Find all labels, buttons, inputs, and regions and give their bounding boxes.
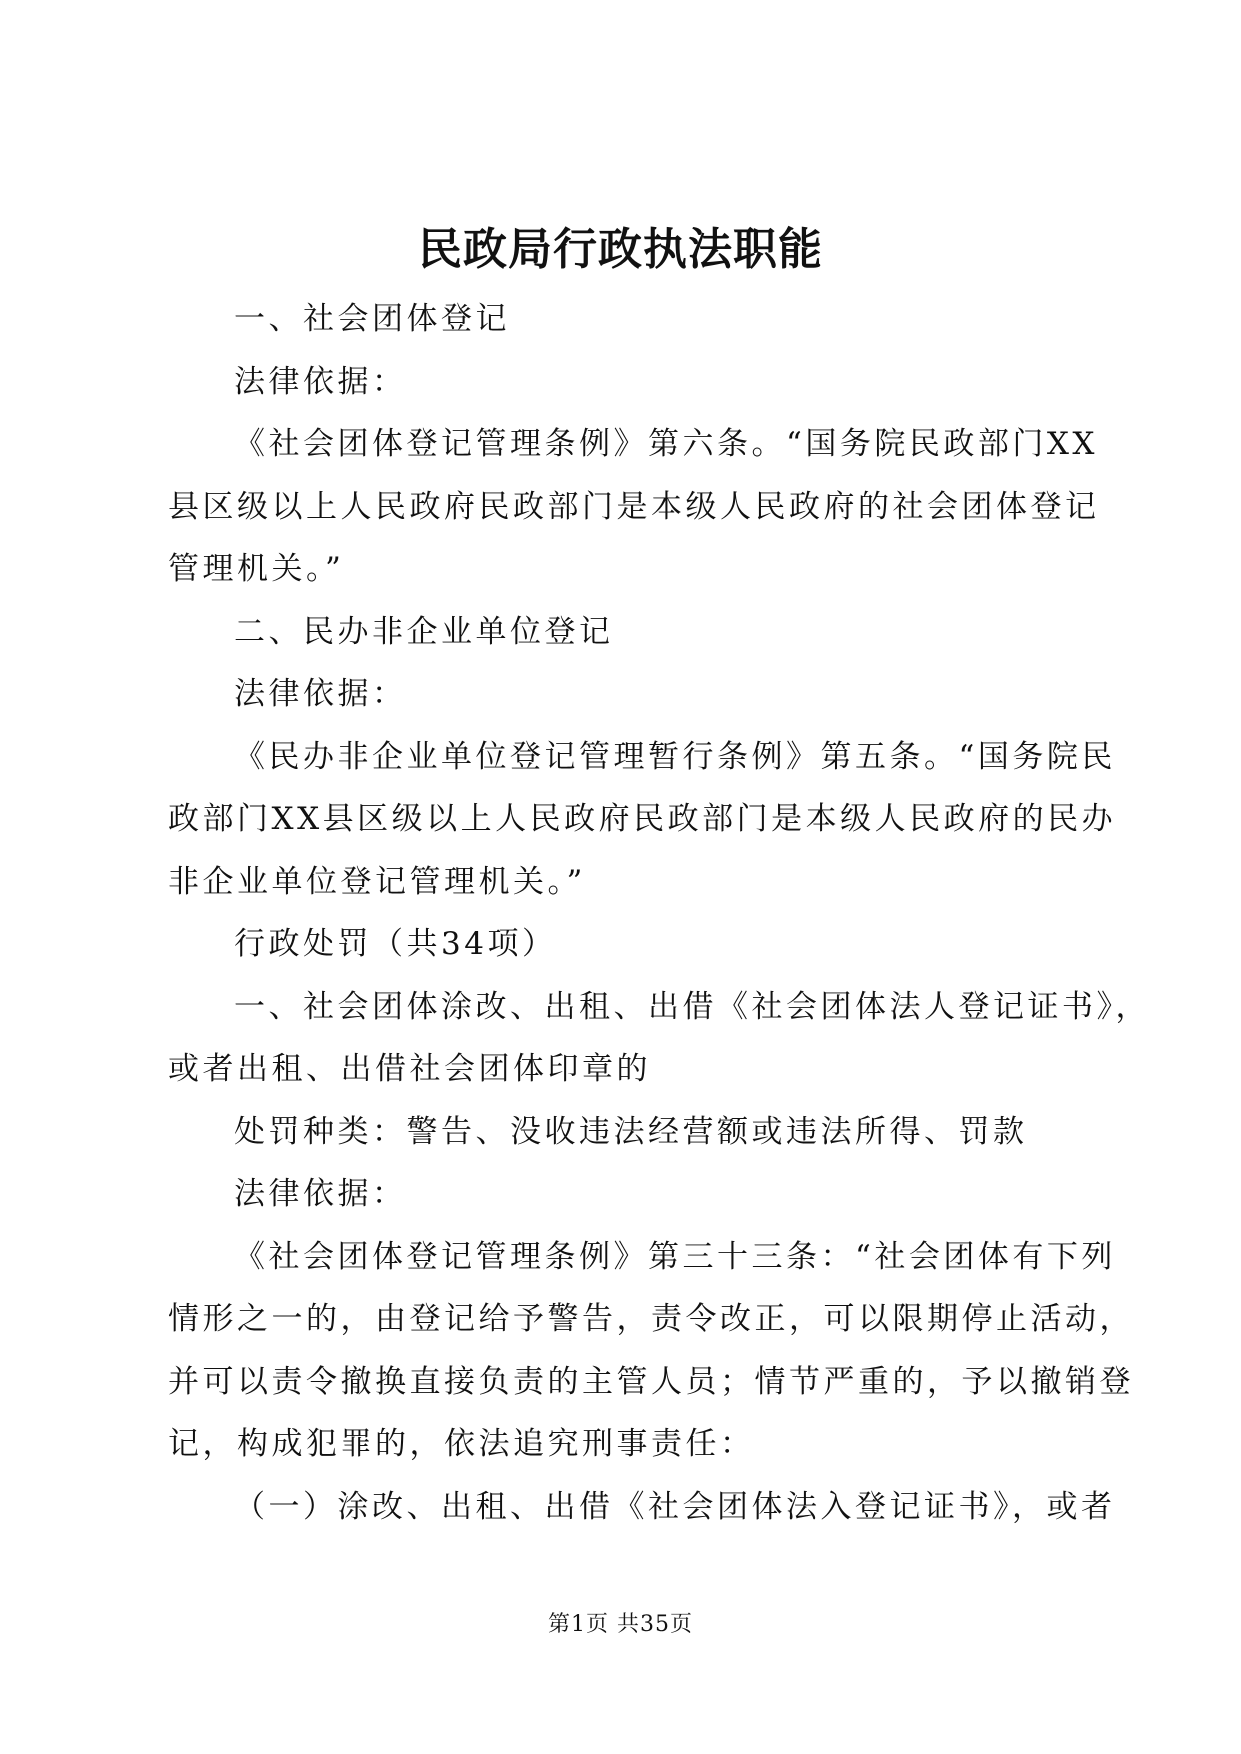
text-line: 《民办非企业单位登记管理暂行条例》第五条。“国务院民 bbox=[234, 738, 1116, 775]
text-line: 县区级以上人民政府民政部门是本级人民政府的社会团体登记 bbox=[168, 488, 1100, 525]
paragraph bbox=[168, 413, 1100, 601]
text-line: 法律依据： bbox=[234, 676, 407, 712]
text-line: 一、社会团体登记 bbox=[234, 301, 510, 337]
text-line: 管理机关。” bbox=[168, 551, 345, 587]
text-line: 二、民办非企业单位登记 bbox=[234, 613, 614, 650]
text-line: （一）涂改、出租、出借《社会团体法入登记证书》，或者 bbox=[234, 1488, 1116, 1525]
paragraph bbox=[168, 663, 1088, 726]
page-footer: 第1页 共35页 bbox=[548, 1612, 693, 1637]
text-line: 法律依据： bbox=[234, 363, 407, 400]
text-line: 《社会团体登记管理条例》第三十三条：“社会团体有下列 bbox=[234, 1238, 1116, 1275]
paragraph bbox=[168, 1101, 1088, 1164]
text-line: 情形之一的，由登记给予警告，责令改正，可以限期停止活动， bbox=[168, 1301, 1134, 1337]
text-line: 政部门XX县区级以上人民政府民政部门是本级人民政府的民办 bbox=[168, 801, 1117, 837]
document-title: 民政局行政执法职能 bbox=[418, 224, 823, 275]
paragraph bbox=[168, 976, 1150, 1101]
paragraph bbox=[168, 601, 1088, 664]
text-line: 一、社会团体涂改、出租、出借《社会团体法人登记证书》， bbox=[234, 988, 1150, 1025]
text-line: 并可以责令撤换直接负责的主管人员；情节严重的，予以撤销登 bbox=[168, 1363, 1134, 1400]
paragraph bbox=[168, 913, 1088, 976]
text-line: 法律依据： bbox=[234, 1176, 407, 1212]
text-line: 或者出租、出借社会团体印章的 bbox=[168, 1051, 651, 1087]
paragraph bbox=[168, 1163, 1088, 1226]
text-line: 处罚种类：警告、没收违法经营额或违法所得、罚款 bbox=[234, 1113, 1028, 1150]
text-line: 行政处罚（共34项） bbox=[234, 926, 557, 962]
text-line: 《社会团体登记管理条例》第六条。“国务院民政部门XX bbox=[234, 426, 1098, 462]
document-body bbox=[168, 288, 1150, 1538]
paragraph bbox=[168, 288, 1088, 351]
paragraph bbox=[168, 1226, 1134, 1476]
paragraph bbox=[168, 1476, 1116, 1539]
paragraph bbox=[168, 351, 1088, 414]
paragraph bbox=[168, 726, 1117, 914]
text-line: 非企业单位登记管理机关。” bbox=[168, 863, 586, 900]
text-line: 记，构成犯罪的，依法追究刑事责任： bbox=[168, 1426, 755, 1462]
